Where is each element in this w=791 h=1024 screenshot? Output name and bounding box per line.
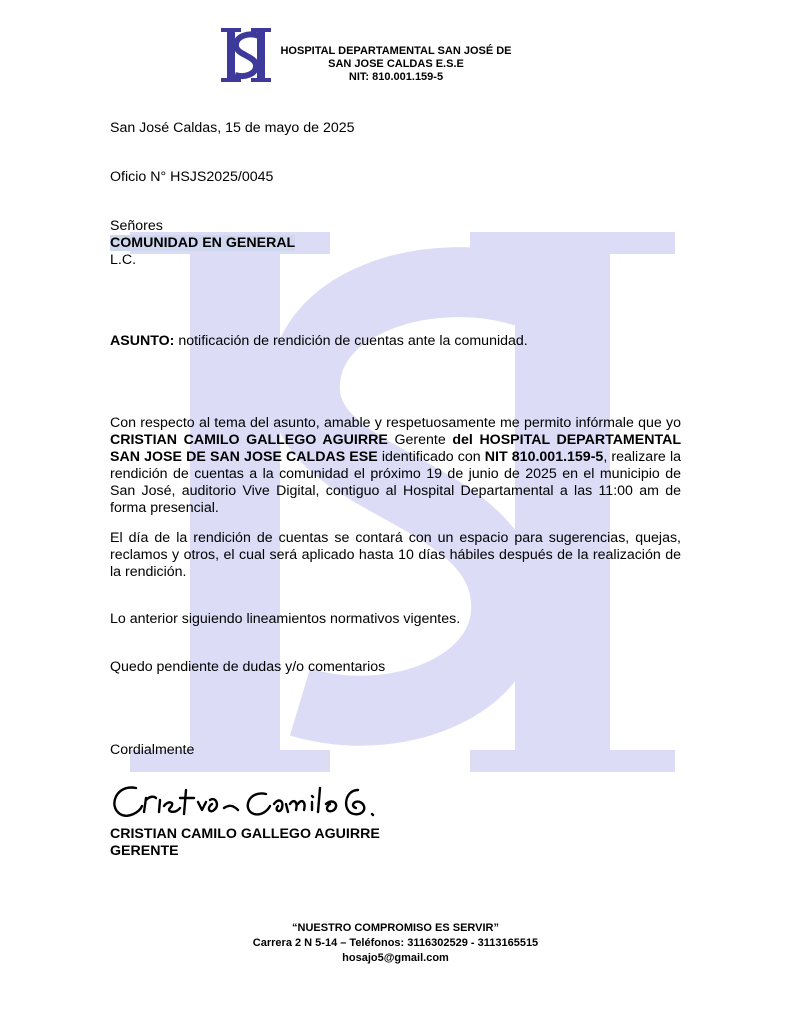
p1-text-a: Con respecto al tema del asunto, amable y respetuosamente me permito infórmale que yo — [110, 415, 681, 431]
asunto-label: ASUNTO: — [110, 333, 175, 349]
header-line-3: NIT: 810.001.159-5 — [348, 71, 444, 83]
closing: Cordialmente — [110, 742, 195, 758]
header-line-2: SAN JOSE CALDAS E.S.E — [328, 58, 464, 70]
recipient — [110, 235, 295, 252]
p1-nit: NIT 810.001.159-5 — [484, 449, 604, 465]
p1-text-e: identificado con — [377, 449, 485, 465]
header-line-1: HOSPITAL DEPARTAMENTAL SAN JOSÉ DE — [280, 45, 512, 57]
letter-date: San José Caldas, 15 de mayo de 2025 — [110, 120, 355, 136]
footer-motto: “NUESTRO COMPROMISO ES SERVIR” — [292, 922, 499, 934]
hospital-header — [270, 45, 522, 84]
p1-text-g: , realizare la rendición de cuentas a la comunidad el próximo 19 de junio de 2025 en el municipio de San José, auditorio Vive Digital, contiguo al Hospital Departamental a las 11:00 am de forma presencial. — [110, 449, 681, 516]
asunto-line — [110, 333, 528, 350]
footer — [0, 921, 791, 966]
lc-label: L.C. — [110, 252, 137, 268]
paragraph-3: Lo anterior siguiendo lineamientos normativos vigentes. — [110, 611, 461, 627]
oficio-number: Oficio N° HSJS2025/0045 — [110, 169, 274, 185]
hospital-logo-icon — [221, 28, 271, 82]
asunto-text: notificación de rendición de cuentas ante la comunidad. — [174, 333, 528, 349]
paragraph-1 — [110, 415, 681, 517]
p1-hospital-name: del HOSPITAL DEPARTAMENTAL SAN JOSE DE SAN JOSE CALDAS ESE — [110, 432, 681, 465]
salutation: Señores — [110, 218, 163, 234]
p2-text: El día de la rendición de cuentas se contará con un espacio para sugerencias, quejas, reclamos y otros, el cual será aplicado hasta 10 días hábiles después de la realización de la rendición. — [110, 530, 681, 580]
recipient-name: COMUNIDAD EN GENERAL — [110, 235, 296, 251]
p1-manager-name: CRISTIAN CAMILO GALLEGO AGUIRRE — [110, 432, 388, 448]
signer-title: GERENTE — [110, 843, 179, 859]
footer-address: Carrera 2 N 5-14 – Teléfonos: 3116302529 - 3113165515 — [252, 937, 539, 949]
footer-email: hosajo5@gmail.com — [342, 952, 449, 964]
paragraph-2 — [110, 530, 681, 581]
handwritten-signature — [106, 776, 386, 826]
p1-text-c: Gerente — [387, 432, 453, 448]
signer-name: CRISTIAN CAMILO GALLEGO AGUIRRE — [110, 826, 380, 842]
paragraph-4: Quedo pendiente de dudas y/o comentarios — [110, 659, 386, 675]
